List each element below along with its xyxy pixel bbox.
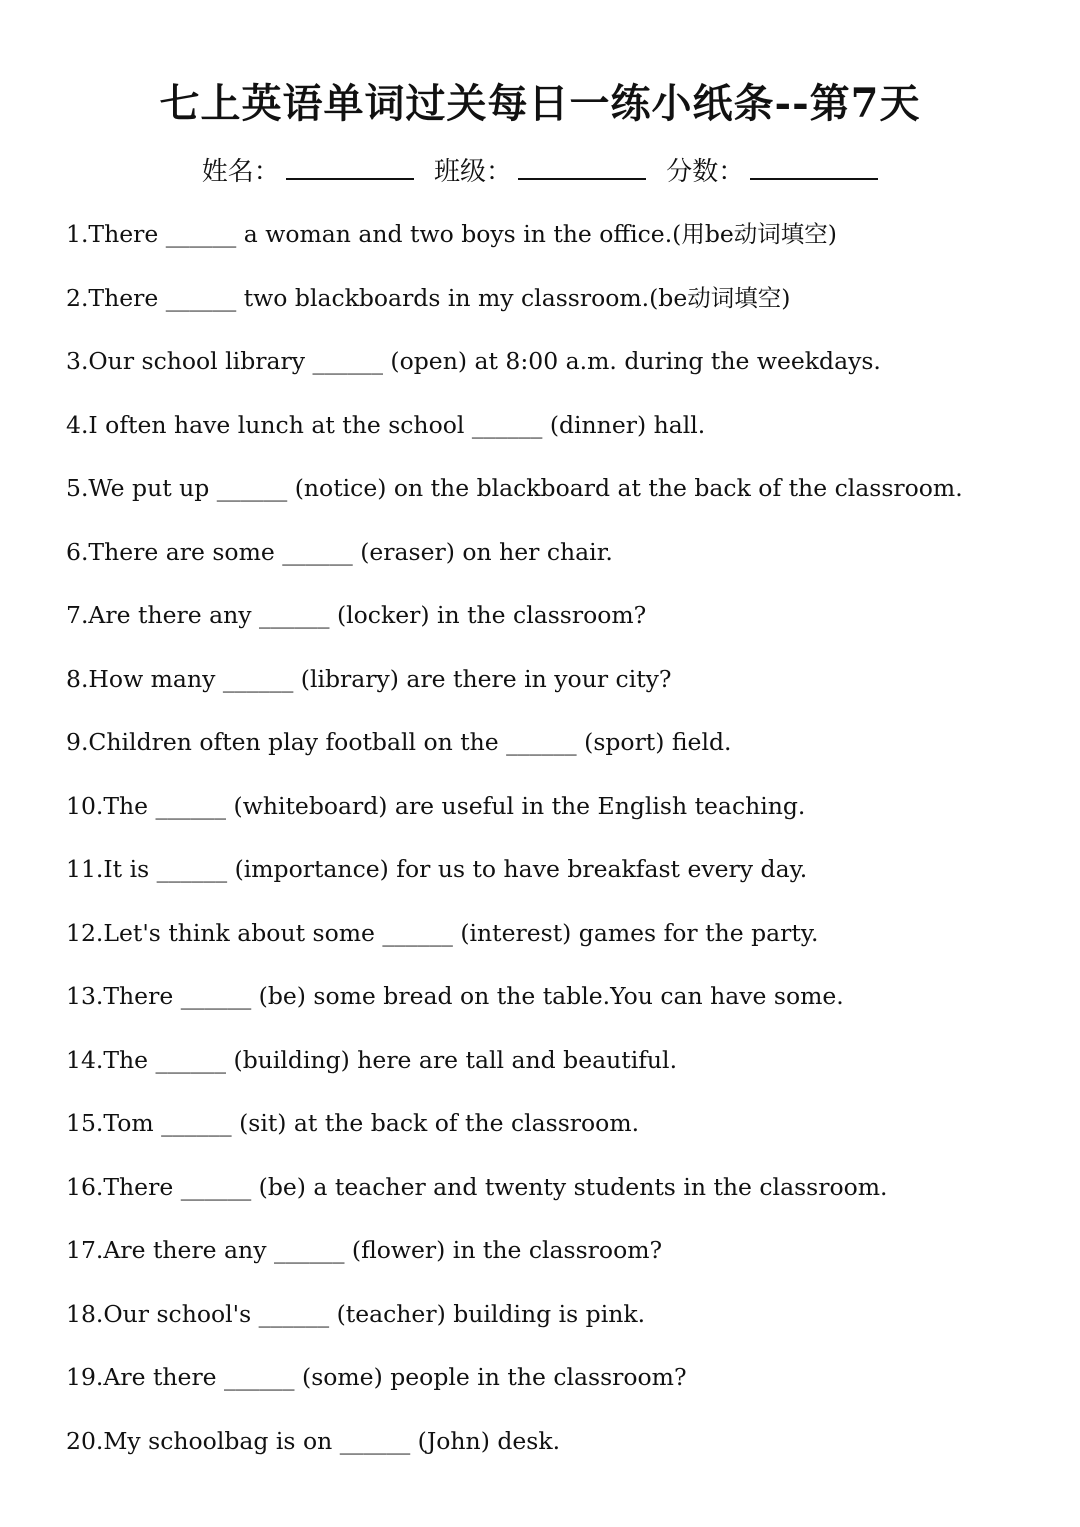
name-field bbox=[202, 152, 414, 192]
class-label: 班级： bbox=[433, 157, 512, 187]
question-item: 13.There ______ (be) some bread on the table.You can have some. bbox=[66, 982, 844, 1010]
question-item: 9.Children often play football on the ______ (sport) field. bbox=[66, 728, 732, 756]
score-blank bbox=[750, 152, 878, 180]
question-item: 5.We put up ______ (notice) on the blackboard at the back of the classroom. bbox=[66, 474, 963, 502]
question-item: 4.I often have lunch at the school ______ (dinner) hall. bbox=[66, 410, 706, 439]
question-item: 6.There are some ______ (eraser) on her chair. bbox=[66, 537, 613, 566]
name-blank bbox=[286, 152, 414, 180]
class-field bbox=[434, 152, 646, 192]
question-item: 18.Our school's ______ (teacher) building is pink. bbox=[66, 1299, 646, 1328]
question-item: 19.Are there ______ (some) people in the classroom? bbox=[66, 1363, 687, 1391]
question-item: 16.There ______ (be) a teacher and twenty students in the classroom. bbox=[66, 1172, 888, 1201]
question-item: 15.Tom ______ (sit) at the back of the classroom. bbox=[66, 1109, 640, 1137]
score-label: 分数： bbox=[666, 157, 745, 187]
question-item: 7.Are there any ______ (locker) in the classroom? bbox=[66, 601, 647, 629]
question-item: 20.My schoolbag is on ______ (John) desk. bbox=[66, 1426, 561, 1455]
question-item: 2.There ______ two blackboards in my classroom.(be动词填空) bbox=[66, 283, 791, 312]
question-item: 17.Are there any ______ (flower) in the classroom? bbox=[66, 1236, 663, 1264]
question-item: 3.Our school library ______ (open) at 8:00 a.m. during the weekdays. bbox=[66, 347, 881, 375]
question-list bbox=[66, 214, 1046, 1484]
question-item: 1.There ______ a woman and two boys in the office.(用be动词填空) bbox=[66, 220, 837, 248]
student-info-row bbox=[0, 152, 1080, 192]
page-title: 七上英语单词过关每日一练小纸条--第7天 bbox=[159, 80, 921, 127]
question-item: 8.How many ______ (library) are there in your city? bbox=[66, 664, 672, 693]
name-label: 姓名： bbox=[201, 157, 280, 187]
question-item: 14.The ______ (building) here are tall and beautiful. bbox=[66, 1045, 678, 1074]
question-item: 10.The ______ (whiteboard) are useful in the English teaching. bbox=[66, 791, 806, 820]
class-blank bbox=[518, 152, 646, 180]
score-field bbox=[666, 152, 878, 192]
question-item: 11.It is ______ (importance) for us to have breakfast every day. bbox=[66, 855, 808, 883]
question-item: 12.Let's think about some ______ (interest) games for the party. bbox=[66, 918, 819, 947]
